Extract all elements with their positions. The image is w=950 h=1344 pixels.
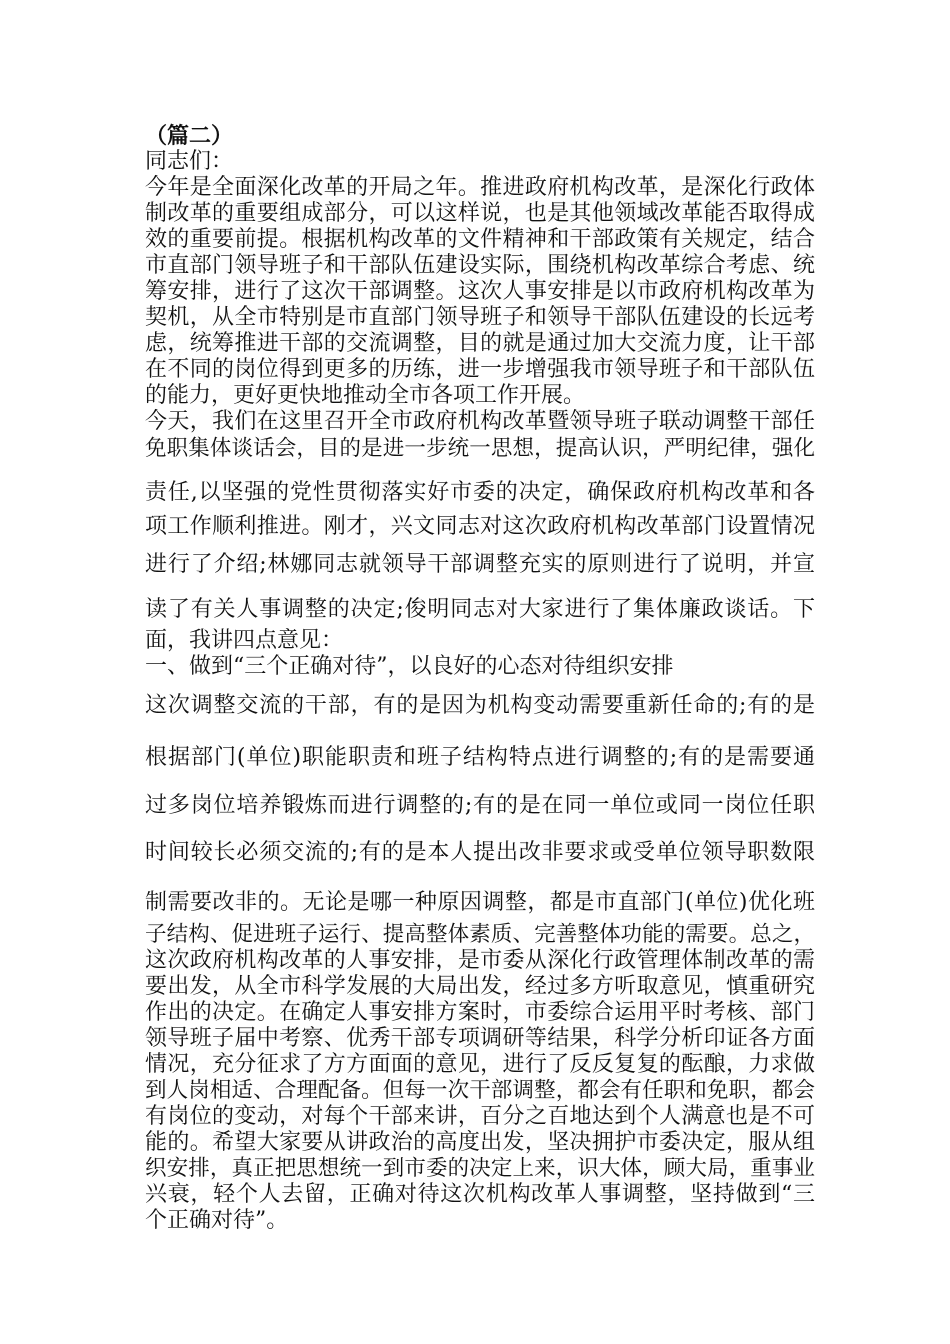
section-1-heading: 一、做到“三个正确对待”，以良好的心态对待组织安排 (145, 654, 674, 679)
paragraph-2-line: 今天，我们在这里召开全市政府机构改革暨领导班子联动调整干部任 (145, 409, 815, 434)
paragraph-2-line: 进行了介绍;林娜同志就领导干部调整充实的原则进行了说明，并宣 (145, 552, 815, 577)
paragraph-3-line: 时间较长必须交流的;有的是本人提出改非要求或受单位领导职数限 (145, 840, 815, 865)
paragraph-3-line: 制需要改非的。无论是哪一种原因调整，都是市直部门(单位)优化班 (145, 890, 815, 915)
paragraph-3-line: 作出的决定。在确定人事安排方案时，市委综合运用平时考核、部门 (145, 1000, 815, 1025)
paragraph-3-line: 要出发，从全市科学发展的大局出发，经过多方听取意见，慎重研究 (145, 974, 815, 999)
paragraph-2-line: 读了有关人事调整的决定;俊明同志对大家进行了集体廉政谈话。下 (145, 597, 815, 622)
paragraph-1-line: 虑，统筹推进干部的交流调整，目的就是通过加大交流力度，让干部 (145, 331, 815, 356)
paragraph-1-line: 制改革的重要组成部分，可以这样说，也是其他领域改革能否取得成 (145, 201, 815, 226)
paragraph-3-line: 这次政府机构改革的人事安排，是市委从深化行政管理体制改革的需 (145, 948, 815, 973)
paragraph-1-line: 今年是全面深化改革的开局之年。推进政府机构改革，是深化行政体 (145, 175, 815, 200)
paragraph-1-line: 市直部门领导班子和干部队伍建设实际，围绕机构改革综合考虑、统 (145, 253, 815, 278)
paragraph-3-line: 到人岗相适、合理配备。但每一次干部调整，都会有任职和免职，都会 (145, 1078, 815, 1103)
paragraph-3-line: 情况，充分征求了方方面面的意见，进行了反反复复的酝酿，力求做 (145, 1052, 815, 1077)
paragraph-3-line: 织安排，真正把思想统一到市委的决定上来，识大体，顾大局，重事业 (145, 1156, 815, 1181)
paragraph-3-line: 过多岗位培养锻炼而进行调整的;有的是在同一单位或同一岗位任职 (145, 793, 815, 818)
paragraph-1-line: 筹安排，进行了这次干部调整。这次人事安排是以市政府机构改革为 (145, 279, 815, 304)
paragraph-3-line: 这次调整交流的干部，有的是因为机构变动需要重新任命的;有的是 (145, 693, 815, 718)
paragraph-1-line: 在不同的岗位得到更多的历练，进一步增强我市领导班子和干部队伍 (145, 357, 815, 382)
paragraph-3-line: 兴衰，轻个人去留，正确对待这次机构改革人事调整，坚持做到“三 (145, 1182, 815, 1207)
section-title: （篇二） (145, 123, 234, 149)
paragraph-1-line: 的能力，更好更快地推动全市各项工作开展。 (145, 383, 586, 408)
paragraph-3-line: 能的。希望大家要从讲政治的高度出发，坚决拥护市委决定，服从组 (145, 1130, 815, 1155)
paragraph-3-line: 子结构、促进班子运行、提高整体素质、完善整体功能的需要。总之， (145, 922, 815, 947)
paragraph-3-line: 有岗位的变动，对每个干部来讲，百分之百地达到个人满意也是不可 (145, 1104, 815, 1129)
paragraph-3-line: 根据部门(单位)职能职责和班子结构特点进行调整的;有的是需要通 (145, 745, 815, 770)
paragraph-2-line: 项工作顺利推进。刚才，兴文同志对这次政府机构改革部门设置情况 (145, 514, 815, 539)
paragraph-3-line: 个正确对待”。 (145, 1208, 289, 1233)
paragraph-2-line: 免职集体谈话会，目的是进一步统一思想，提高认识，严明纪律，强化 (145, 436, 815, 461)
paragraph-2-line: 责任,以坚强的党性贯彻落实好市委的决定，确保政府机构改革和各 (145, 480, 815, 505)
paragraph-3-line: 领导班子届中考察、优秀干部专项调研等结果，科学分析印证各方面 (145, 1026, 815, 1051)
salutation: 同志们： (145, 149, 234, 174)
paragraph-1-line: 契机，从全市特别是市直部门领导班子和领导干部队伍建设的长远考 (145, 305, 815, 330)
paragraph-1-line: 效的重要前提。根据机构改革的文件精神和干部政策有关规定，结合 (145, 227, 815, 252)
paragraph-2-line: 面，我讲四点意见： (145, 628, 344, 653)
